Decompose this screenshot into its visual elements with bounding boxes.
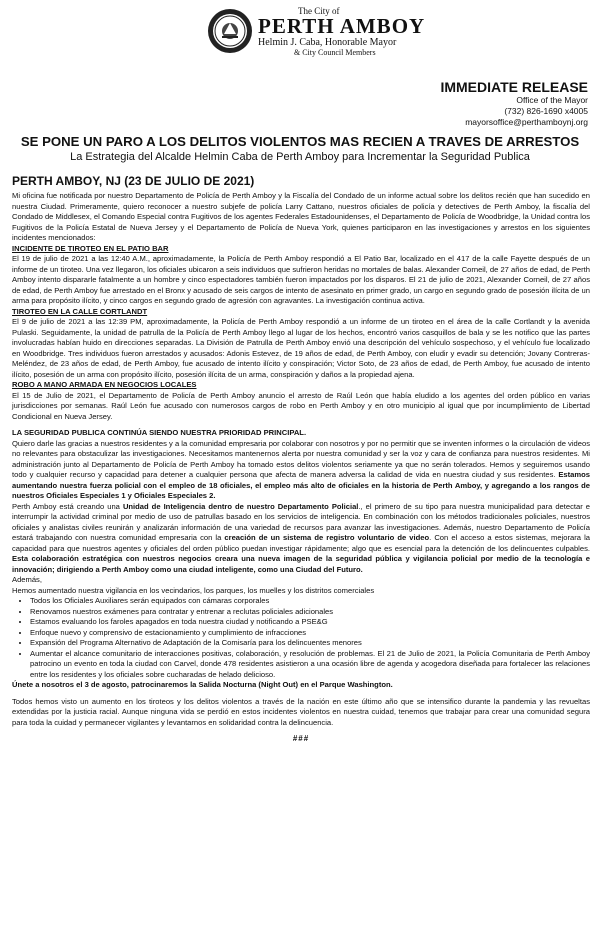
intro-paragraph: Mi oficina fue notificada por nuestro Departamento de Policía de Perth Amboy y la Fiscalía del Condado de un informe actual sobre los delitos recién que han sucedido en nuestra Ciudad. Primeramente, quiero reconocer a nuestro subjefe de policía Larry Cattano, nuestros oficiales de policía y detectives de Perth Amboy, la fiscalía del Condado de Middlesex, el Comando Especial contra Fugitivos de los agentes Federales Estadounidenses, el Departamento de Policía de Woodbridge, la Unidad contra los Fugitivos de la Policía Estatal de Nueva Jersey y el Departamento de Policía de Nueva York, quienes participaron en las investigaciones y arrestos en los siguientes incidentes mencionados: — [12, 191, 590, 242]
priority-p2-bold3: Esta colaboración estratégica con nuestros negocios creara una nueva imagen de la seguridad pública y vigilancia policial por medio de la tecnología e innovación; dirigiendo a Perth Amboy como una ciudad inteligente, como una Ciudad del Futuro. — [12, 554, 590, 574]
city-seal-icon — [207, 8, 253, 54]
list-item: • Renovamos nuestros exámenes para contratar y entrenar a reclutas policiales adicionales — [30, 607, 590, 618]
priority-p2-b: ., el primero de su tipo para nuestra municipalidad para detectar e interrumpir la actividad criminal por medio de uso de patrullas basado en los servicios de inteligencia. En combinación con los métodos tradicionales policiales, nuestros oficiales y analistas civiles reunirán y analizarán información de una variedad de recursos para avanzar las investigaciones. Además, nuestro Departamento de Policía estará trabajando con nuestra comunidad empresaria con la — [12, 501, 590, 542]
list-intro: Hemos aumentado nuestra vigilancia en los vecindarios, los parques, los muelles y los distritos comerciales — [12, 585, 375, 595]
headline: SE PONE UN PARO A LOS DELITOS VIOLENTOS MAS RECIEN A TRAVES DE ARRESTOS — [20, 134, 580, 149]
release-email: mayorsoffice@perthamboynj.org — [465, 117, 588, 127]
closing-paragraph: Todos hemos visto un aumento en los tiroteos y los delitos violentos a través de la nación en este último año que se intensifico durante la pandemia y las revueltas extendidas por la justicia racial. Aunque ninguna vida se perdió en estos incidentes violentos en nuestra cuidad, tenemos que trabajar para crear una comunidad segura para toda la cuidad y permanecer vigilantes y levantarnos en solidaridad contra la delincuencia. — [12, 696, 590, 727]
priority-p1-bold: Estamos aumentando nuestra fuerza policial con el empleo de 18 oficiales, el empleo más alto de oficiales en la historia de Perth Amboy, y agregando a los rangos de nuestros Oficiales Especiales 1 y Oficiales Especiales 2. — [12, 470, 591, 500]
measures-list — [12, 596, 590, 680]
section-text-patio-bar: El 19 de julio de 2021 a las 12:40 A.M., aproximadamente, la Policía de Perth Amboy respondió a El Patio Bar, localizado en el 417 de la calle Fayette después de un informe de un tiroteo. Una vez llegaron, los oficiales ubicaron a seis individuos que sufrieron heridas no mortales de balas. Alexander Corneil, de 27 años de edad, de Perth Amboy intento dispararle fatalmente a un hombre y cinco espectadores también fueron impactados por los disparos. El 21 de julio de 2021, Alexander Corneil, de 27 años de edad, de Perth Amboy fue arrestado en el Bronx y acusado de seis cargos de intento de asesinato en primer grado, un cargo en segundo grado de posesión ilícita de un arma para propósito ilícito, y cinco cargos en segundo grado de agresión con agravantes. La investigación continua activa. — [12, 254, 590, 305]
section-title-cortlandt: TIROTEO EN LA CALLE CORTLANDT — [12, 306, 148, 316]
night-out-invite — [12, 680, 590, 691]
priority-p2-bold2: creación de un sistema de registro voluntario de video — [224, 533, 430, 542]
priority-p2-bold1: Unidad de Inteligencia dentro de nuestro Departamento Policial — [122, 501, 359, 511]
end-mark: ### — [292, 734, 310, 743]
ademas-line: Además, — [12, 575, 42, 584]
priority-paragraph-2 — [12, 502, 590, 576]
list-item: • Estamos evaluando los faroles apagados en toda nuestra ciudad y notificando a PSE&G — [30, 617, 590, 628]
city-name: PERTH AMBOY — [258, 14, 426, 38]
release-info — [440, 80, 588, 128]
section-title-patio-bar: INCIDENTE DE TIROTEO EN EL PATIO BAR — [12, 243, 169, 253]
section-text-cortlandt: El 9 de julio de 2021 a las 12:39 PM, aproximadamente, la Policía de Perth Amboy respondió a un informe de un tiroteo en el área de la calle Cortlandt y la avenida Pulaski. Seguidamente, la unidad de patrulla de la Policía de Perth Amboy llego al lugar de los hechos, encontró varios casquillos de bala y se les notifico que las partes involucradas habían huido en direcciones separadas. La División de Patrulla de Perth Amboy envió una descripción del vehículo sospechoso, y el vehículo fue localizado en Woodbridge. Tres individuos fueron arrestados y acusados: Adonis Estevez, de 19 años de edad, de Perth Amboy, con eludir y evadir su detención; Jovany Contreras-Meléndez, de 23 años de edad, de Perth Amboy, fue acusado de intento ilícito y conspiración; Victor Soto, de 23 años de edad, de Perth Amboy, fue acusado de intento ilícito, posesión de un arma con propósito ilícito, posesión ilícita de un arma, conspiración y daños a la propiedad ajena. — [12, 317, 590, 379]
list-item: • Expansión del Programa Alternativo de Adaptación de la Comisaría para los delincuentes menores — [30, 638, 590, 649]
priority-title: LA SEGURIDAD PUBLICA CONTINÚA SIENDO NUESTRA PRIORIDAD PRINCIPAL. — [12, 428, 307, 437]
priority-p2-c: . Con el acceso a estos sistemas, mejorara la capacidad para que nuestros agentes y oficiales del orden público puedan investigar rápidamente; algo que es esencial para la detención de los delincuentes culpables. — [12, 533, 590, 553]
letterhead — [10, 0, 590, 82]
release-office: Office of the Mayor — [516, 95, 588, 105]
council-line: & City Council Members — [294, 48, 376, 57]
list-item: • Enfoque nuevo y comprensivo de estacionamiento y cumplimiento de infracciones — [30, 628, 590, 639]
release-phone: (732) 826-1690 x4005 — [504, 106, 588, 116]
priority-p2-a: Perth Amboy está creando una — [12, 501, 120, 511]
dateline: PERTH AMBOY, NJ (23 DE JULIO DE 2021) — [12, 174, 255, 188]
the-city-of: The City of — [298, 6, 340, 16]
night-out-invite-text: Únete a nosotros el 3 de agosto, patrocinaremos la Salida Nocturna (Night Out) en el Parque Washington. — [12, 680, 393, 689]
mayor-line: Helmin J. Caba, Honorable Mayor — [258, 37, 397, 48]
priority-p1-text: Quiero darle las gracias a nuestros residentes y a la comunidad empresaria por colaborar con nosotros y por no permitir que se inventen informes o la circulación de videos no relevantes para obstaculizar las investigaciones. Necesitamos mantenernos alerta por nuestra comunidad y ser la voz y cara de confianza para nuestros residentes. Mi administración junto al Departamento de Policía de Perth Amboy ha tomado estos delitos violentos seriamente ya que no serán tolerados. Hemos y seguiremos usando todo y cualquier recurso y capacidad para detener a cualquier persona que afecta de manera adversa la calidad de vida en nuestra ciudad y sus residentes. — [12, 438, 590, 479]
release-title: IMMEDIATE RELEASE — [440, 79, 588, 95]
priority-paragraph-1 — [12, 439, 590, 502]
letterhead-text — [258, 6, 425, 57]
list-item: • Aumentar el alcance comunitario de interacciones positivas, colaboración, y resolución de problemas. El 21 de Julio de 2021, la Policía Comunitaria de Perth Amboy patrocino un evento en toda la ciudad con Carvel, donde 478 residentes asistieron a una ocasión libre de agenda y acogedora diseñada para fortalecer las relaciones entre los residentes y los oficiales sobre cucharadas de helado delicioso. — [30, 649, 590, 681]
subheadline: La Estrategia del Alcalde Helmin Caba de Perth Amboy para Incrementar la Seguridad Publica — [70, 151, 530, 163]
section-title-robbery: ROBO A MANO ARMADA EN NEGOCIOS LOCALES — [12, 380, 197, 389]
article-body — [10, 191, 590, 745]
list-item: • Todos los Oficiales Auxiliares serán equipados con cámaras corporales — [30, 596, 590, 607]
section-text-robbery: El 15 de Julio de 2021, el Departamento de Policía de Perth Amboy anuncio el arresto de Raúl León que había eludido a los agentes del orden público en varias jurisdicciones por semanas. Raúl León fue acusado con numerosos cargos de robo en Perth Amboy y en otro municipio al igual que por incumplimiento de Libertad Condicional en Nueva Jersey. — [12, 390, 590, 421]
